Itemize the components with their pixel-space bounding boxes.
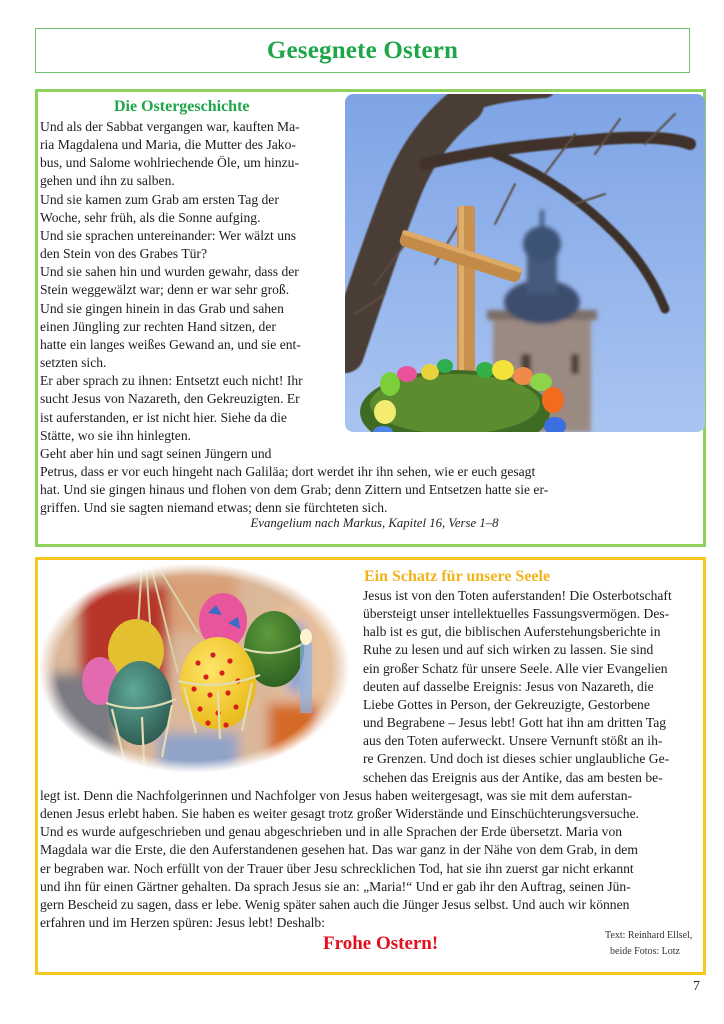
text-line: Und als der Sabbat vergangen war, kauften Ma-	[40, 119, 300, 134]
text-line: er begraben war. Noch erfüllt von der Trauer über Jesu schrecklichen Tod, hat sie ihn zuerst gar nicht erkannt	[40, 860, 634, 876]
text-line: gehen und ihn zu salben.	[40, 173, 175, 189]
gospel-citation: Evangelium nach Markus, Kapitel 16, Verse 1–8	[250, 516, 499, 530]
text-line: Petrus, dass er vor euch hingeht nach Galiläa; dort werdet ihr ihn sehen, wie er euch gesagt	[40, 463, 536, 479]
text-line: und ihn für einen Gärtner gehalten. Da sprach Jesus sie an: „Maria!“ Und er gab ihr den Auftrag, seinen Jün-	[40, 878, 631, 894]
text-line: deuten auf dasselbe Ereignis: Jesus von Nazareth, die	[363, 678, 654, 694]
photo-cross-easter-fountain	[345, 94, 705, 432]
text-line: Magdala war die Erste, die den Auferstandenen gesehen hat. Das war ganz in der Nähe von dem Grab, in dem	[40, 842, 638, 858]
credits	[605, 928, 692, 960]
text-line: ist auferstanden, er ist nicht hier. Siehe da die	[40, 409, 287, 425]
text-line: Und sie sahen hin und wurden gewahr, dass der	[40, 264, 299, 280]
text-line: denen Jesus erlebt haben. Sie haben es weiter gesagt trotz großer Widerstände und Einschüchterungsversuche.	[40, 806, 640, 822]
text-line: Und sie gingen hinein in das Grab und sahen	[40, 300, 284, 316]
text-line: Und sie sprachen untereinander: Wer wälzt uns	[40, 227, 297, 243]
section-heading-schatz: Ein Schatz für unsere Seele	[364, 568, 551, 585]
text-line: aus den Toten auferweckt. Unsere Vernunft stößt an ih-	[363, 733, 663, 749]
article-text-column	[363, 587, 672, 787]
text-line: legt ist. Denn die Nachfolgerinnen und Nachfolger von Jesus haben weitergesagt, was sie mit dem auferstan-	[40, 788, 633, 803]
text-line: sucht Jesus von Nazareth, den Gekreuzigten. Er	[40, 391, 300, 407]
text-line: Liebe Gottes in Person, der Gekreuzigte, Gestorbene	[363, 696, 650, 712]
text-line: schehen das Ereignis aus der Antike, das am besten be-	[363, 769, 663, 785]
text-line: Geht aber hin und sagt seinen Jüngern und	[40, 445, 272, 461]
text-line: erfahren und im Herzen spüren: Jesus lebt! Deshalb:	[40, 915, 325, 931]
text-line: re Grenzen. Und doch ist dieses schier unglaubliche Ge-	[363, 751, 670, 767]
text-line: Stätte, wo sie ihn hinlegten.	[40, 427, 192, 443]
credit-text-author: Text: Reinhard Ellsel,	[605, 930, 693, 941]
text-line: und Begrabene – Jesus lebt! Gott hat ihn am dritten Tag	[363, 715, 667, 731]
text-line: gern Bescheid zu sagen, dass er lebe. Wenig später sahen auch die Jünger Jesus selbst. Und auch wir können	[40, 896, 630, 912]
eggs-photo-illustration	[38, 563, 350, 773]
text-line: hat. Und sie gingen hinaus und flohen von dem Grab; denn Zittern und Entsetzen hatte sie er-	[40, 482, 549, 498]
text-line: Er aber sprach zu ihnen: Entsetzt euch nicht! Ihr	[40, 373, 303, 389]
text-line: ria Magdalena und Maria, die Mutter des Jako-	[40, 137, 296, 153]
text-line: Stein weggewälzt war; denn er war sehr groß.	[40, 282, 290, 298]
text-line: bus, und Salome wohlriechende Öle, um hinzu-	[40, 155, 299, 171]
text-line: einen Jüngling zur rechten Hand sitzen, der	[40, 318, 276, 334]
text-line: Und sie kamen zum Grab am ersten Tag der	[40, 191, 279, 207]
text-line: ein großer Schatz für unsere Seele. Alle vier Evangelien	[363, 660, 668, 676]
text-line: den Stein von des Grabes Tür?	[40, 246, 207, 262]
text-line: halb ist es gut, die biblischen Auferstehungsberichte in	[363, 624, 661, 640]
page-title: Gesegnete Ostern	[266, 36, 459, 64]
closing-greeting: Frohe Ostern!	[323, 933, 439, 954]
photo-easter-eggs	[38, 563, 350, 773]
text-line: Ruhe zu lesen und auf sich wirken zu lassen. Sie sind	[363, 642, 654, 658]
cross-photo-illustration	[345, 94, 705, 432]
text-line: Und es wurde aufgeschrieben und genau abgeschrieben und in alle Sprachen der Erde übersetzt. Maria von	[40, 824, 623, 840]
text-line: griffen. Und sie sagten niemand etwas; denn sie fürchteten sich.	[40, 500, 388, 516]
section-heading-ostergeschichte: Die Ostergeschichte	[114, 98, 250, 115]
text-line: übersteigt unser intellektuelles Fassungsvermögen. Des-	[363, 606, 670, 622]
article-text-full	[40, 787, 639, 932]
text-line: Woche, sehr früh, als die Sonne aufging.	[40, 209, 261, 225]
page-number: 7	[693, 979, 700, 994]
text-line: hatte ein langes weißes Gewand an, und sie ent-	[40, 336, 301, 352]
title-box	[35, 28, 690, 73]
credit-photos: beide Fotos: Lotz	[610, 946, 680, 957]
text-line: Jesus ist von den Toten auferstanden! Die Osterbotschaft	[363, 588, 672, 603]
text-line: setzten sich.	[40, 355, 107, 371]
